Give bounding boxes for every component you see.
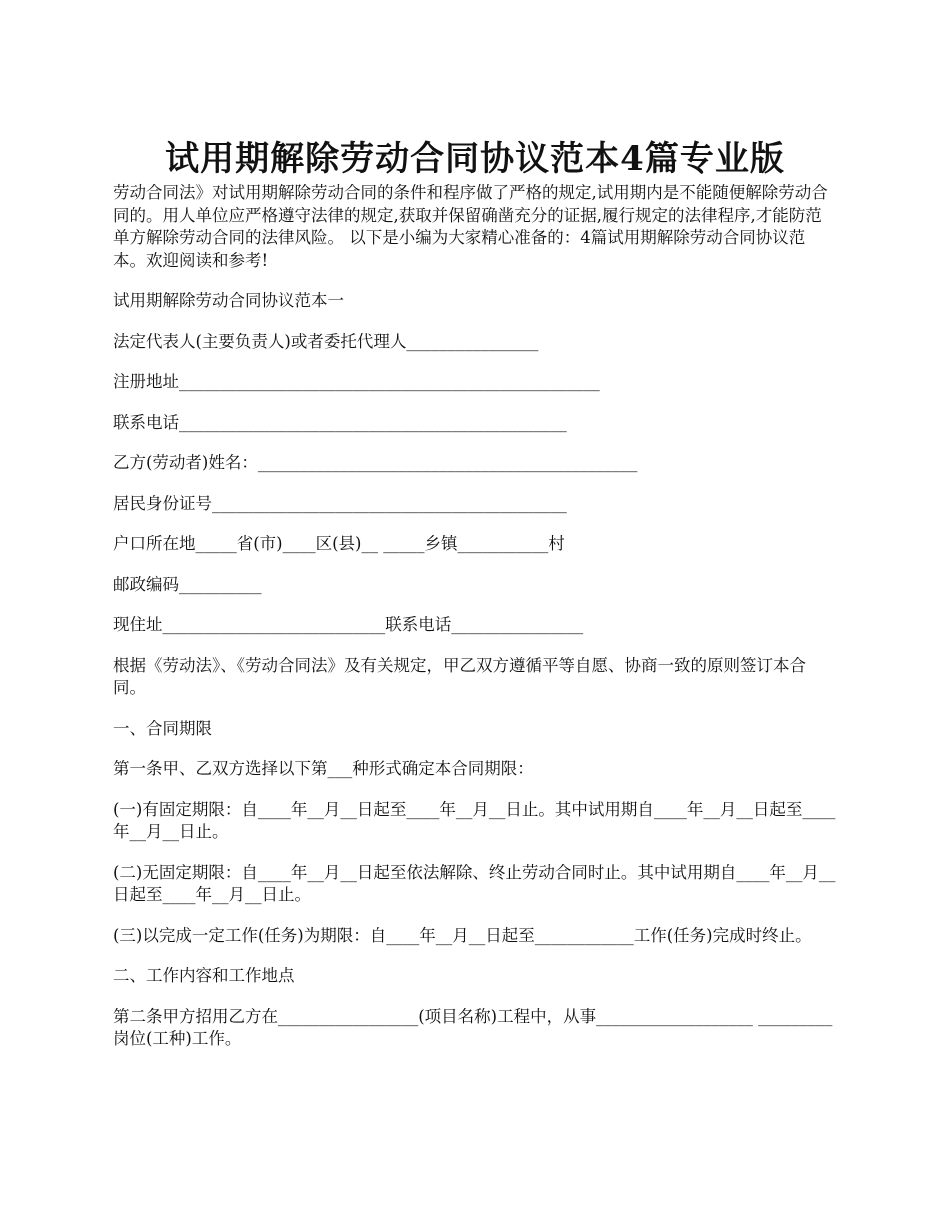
field-household-registration: 户口所在地_____省(市)____区(县)__ _____乡镇___________村 — [113, 534, 565, 553]
section-heading-work-content: 二、工作内容和工作地点 — [113, 966, 295, 985]
field-current-address-phone: 现住址___________________________联系电话________________ — [113, 615, 584, 634]
article-two: 第二条甲方招用乙方在_________________(项目名称)工程中，从事___________________ _________岗位(工种)工作。 — [113, 1006, 833, 1048]
field-contact-phone: 联系电话_______________________________________________ — [113, 412, 567, 432]
document-body — [113, 182, 838, 1069]
field-id-number: 居民身份证号___________________________________________ — [113, 493, 567, 513]
term-option-task-based: (三)以完成一定工作(任务)为期限：自____年__月__日起至____________工作(任务)完成时终止。 — [113, 925, 812, 945]
preamble-paragraph: 根据《劳动法》、《劳动合同法》及有关规定，甲乙双方遵循平等自愿、协商一致的原则签订本合同。 — [113, 655, 806, 697]
field-employee-name: 乙方(劳动者)姓名：______________________________________________ — [113, 453, 638, 472]
term-option-fixed: (一)有固定期限：自____年__月__日起至____年__月__日止。其中试用期自____年__月__日起至____年__月__日止。 — [113, 799, 836, 841]
term-option-open-ended: (二)无固定期限：自____年__月__日起至依法解除、终止劳动合同时止。其中试用期自____年__月__日起至____年__月__日止。 — [113, 862, 836, 904]
field-registered-address: 注册地址___________________________________________________ — [113, 372, 600, 391]
document-title: 试用期解除劳动合同协议范本4篇专业版 — [165, 138, 785, 179]
section-heading-contract-term: 一、合同期限 — [113, 718, 212, 738]
section-heading-sample-one: 试用期解除劳动合同协议范本一 — [113, 291, 344, 310]
intro-paragraph: 劳动合同法》对试用期解除劳动合同的条件和程序做了严格的规定,试用期内是不能随便解除劳动合同的。用人单位应严格遵守法律的规定,获取并保留确凿充分的证据,履行规定的法律程序,才能防范单方解除劳动合同的法律风险。 以下是小编为大家精心准备的：4篇试用期解除劳动合同协议范本。欢迎阅读和参考! — [113, 183, 828, 270]
article-one: 第一条甲、乙双方选择以下第___种形式确定本合同期限： — [113, 759, 534, 778]
field-legal-representative: 法定代表人(主要负责人)或者委托代理人________________ — [113, 331, 539, 351]
field-postal-code: 邮政编码__________ — [113, 574, 262, 594]
